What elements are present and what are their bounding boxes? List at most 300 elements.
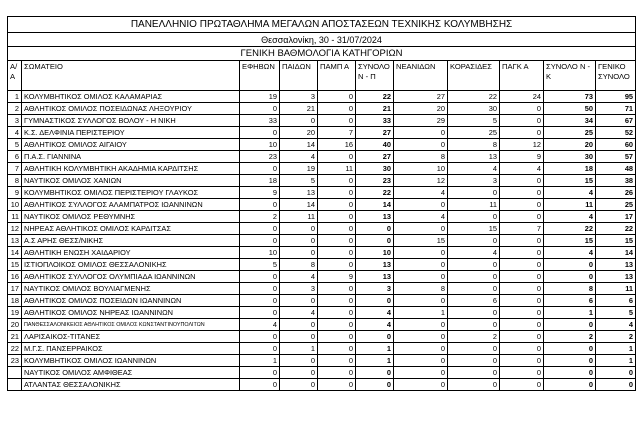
total-nk-cell: 4	[544, 247, 596, 259]
pagk-a-cell: 0	[500, 187, 544, 199]
pagk-a-cell: 7	[500, 223, 544, 235]
club-name-cell: ΚΟΛΥΜΒΗΤΙΚΟΣ ΟΜΙΛΟΣ ΠΕΡΙΣΤΕΡΙΟΥ ΓΛΑΥΚΟΣ	[22, 187, 240, 199]
total-nk-cell: 30	[544, 151, 596, 163]
neanidon-cell: 27	[394, 91, 448, 103]
standings-table	[7, 16, 636, 391]
neanidon-cell: 0	[394, 319, 448, 331]
total-np-cell: 27	[356, 151, 394, 163]
efivon-cell: 0	[240, 307, 280, 319]
total-np-cell: 0	[356, 223, 394, 235]
pamp-a-cell: 0	[318, 103, 356, 115]
total-np-cell: 40	[356, 139, 394, 151]
total-nk-cell: 25	[544, 127, 596, 139]
pamp-a-cell: 9	[318, 271, 356, 283]
neanidon-cell: 0	[394, 379, 448, 391]
paidon-cell: 14	[280, 139, 318, 151]
rank-cell: 7	[8, 163, 22, 175]
paidon-cell: 21	[280, 103, 318, 115]
total-np-cell: 33	[356, 115, 394, 127]
pamp-a-cell: 0	[318, 151, 356, 163]
neanidon-cell: 4	[394, 187, 448, 199]
neanidon-cell: 0	[394, 139, 448, 151]
neanidon-cell: 20	[394, 103, 448, 115]
rank-cell: 22	[8, 343, 22, 355]
pamp-a-cell: 0	[318, 187, 356, 199]
header-korasides: ΚΟΡΑΣΙΔΕΣ	[448, 61, 500, 91]
efivon-cell: 2	[240, 211, 280, 223]
pagk-a-cell: 0	[500, 331, 544, 343]
total-nk-cell: 0	[544, 379, 596, 391]
total-np-cell: 1	[356, 355, 394, 367]
grand-total-cell: 17	[596, 211, 636, 223]
pagk-a-cell: 0	[500, 115, 544, 127]
table-row	[8, 199, 636, 211]
total-np-cell: 13	[356, 259, 394, 271]
paidon-cell: 4	[280, 307, 318, 319]
pagk-a-cell: 0	[500, 127, 544, 139]
pamp-a-cell: 0	[318, 115, 356, 127]
pagk-a-cell: 0	[500, 307, 544, 319]
neanidon-cell: 8	[394, 151, 448, 163]
total-nk-cell: 50	[544, 103, 596, 115]
standings-sheet	[7, 16, 635, 391]
neanidon-cell: 0	[394, 127, 448, 139]
total-nk-cell: 22	[544, 223, 596, 235]
section-title: ΓΕΝΙΚΗ ΒΑΘΜΟΛΟΓΙΑ ΚΑΤΗΓΟΡΙΩΝ	[8, 47, 636, 61]
korasides-cell: 8	[448, 139, 500, 151]
club-name-cell: ΝΑΥΤΙΚΟΣ ΟΜΙΛΟΣ ΑΜΦΙΘΕΑΣ	[22, 367, 240, 379]
total-np-cell: 4	[356, 307, 394, 319]
korasides-cell: 0	[448, 259, 500, 271]
club-name-cell: Μ.Γ.Σ. ΠΑΝΣΕΡΡΑΙΚΟΣ	[22, 343, 240, 355]
pagk-a-cell: 0	[500, 103, 544, 115]
efivon-cell: 0	[240, 103, 280, 115]
pagk-a-cell: 0	[500, 175, 544, 187]
table-row	[8, 343, 636, 355]
korasides-cell: 25	[448, 127, 500, 139]
club-name-cell: ΓΥΜΝΑΣΤΙΚΟΣ ΣΥΛΛΟΓΟΣ ΒΟΛΟΥ - Η ΝΙΚΗ	[22, 115, 240, 127]
korasides-cell: 0	[448, 307, 500, 319]
paidon-cell: 0	[280, 319, 318, 331]
korasides-cell: 5	[448, 115, 500, 127]
total-np-cell: 0	[356, 331, 394, 343]
paidon-cell: 3	[280, 91, 318, 103]
efivon-cell: 0	[240, 199, 280, 211]
club-name-cell: Α.Σ ΑΡΗΣ ΘΕΣΣ/ΝΙΚΗΣ	[22, 235, 240, 247]
total-nk-cell: 34	[544, 115, 596, 127]
rank-cell: 1	[8, 91, 22, 103]
pamp-a-cell: 0	[318, 259, 356, 271]
pamp-a-cell: 0	[318, 379, 356, 391]
total-np-cell: 21	[356, 103, 394, 115]
pagk-a-cell: 0	[500, 319, 544, 331]
korasides-cell: 0	[448, 319, 500, 331]
club-name-cell: ΑΘΛΗΤΙΚΟΣ ΟΜΙΛΟΣ ΝΗΡΕΑΣ ΙΩΑΝΝΙΝΩΝ	[22, 307, 240, 319]
efivon-cell: 10	[240, 247, 280, 259]
table-row	[8, 271, 636, 283]
rank-cell: 3	[8, 115, 22, 127]
club-name-cell: Κ.Σ. ΔΕΛΦΙΝΙΑ ΠΕΡΙΣΤΕΡΙΟΥ	[22, 127, 240, 139]
header-total-np: ΣΥΝΟΛΟ Ν - Π	[356, 61, 394, 91]
paidon-cell: 1	[280, 343, 318, 355]
neanidon-cell: 1	[394, 307, 448, 319]
pagk-a-cell: 0	[500, 271, 544, 283]
club-name-cell: ΑΘΛΗΤΙΚΟΣ ΣΥΛΛΟΓΟΣ ΟΛΥΜΠΙΑΔΑ ΙΩΑΝΝΙΝΩΝ	[22, 271, 240, 283]
pagk-a-cell: 0	[500, 355, 544, 367]
table-row	[8, 235, 636, 247]
korasides-cell: 0	[448, 187, 500, 199]
total-nk-cell: 15	[544, 175, 596, 187]
pamp-a-cell: 0	[318, 211, 356, 223]
neanidon-cell: 15	[394, 235, 448, 247]
table-row	[8, 211, 636, 223]
pamp-a-cell: 0	[318, 223, 356, 235]
grand-total-cell: 57	[596, 151, 636, 163]
grand-total-cell: 6	[596, 295, 636, 307]
total-np-cell: 23	[356, 175, 394, 187]
header-pagk-a: ΠΑΓΚ Α	[500, 61, 544, 91]
pamp-a-cell: 0	[318, 355, 356, 367]
efivon-cell: 5	[240, 259, 280, 271]
table-row	[8, 223, 636, 235]
efivon-cell: 0	[240, 127, 280, 139]
neanidon-cell: 0	[394, 199, 448, 211]
club-name-cell: ΝΑΥΤΙΚΟΣ ΟΜΙΛΟΣ ΒΟΥΛΙΑΓΜΕΝΗΣ	[22, 283, 240, 295]
pamp-a-cell: 0	[318, 307, 356, 319]
table-row	[8, 295, 636, 307]
neanidon-cell: 0	[394, 343, 448, 355]
club-name-cell: ΑΘΛΗΤΙΚΟΣ ΟΜΙΛΟΣ ΠΟΣΕΙΔΩΝ ΙΩΑΝΝΙΝΩΝ	[22, 295, 240, 307]
grand-total-cell: 60	[596, 139, 636, 151]
header-neanidon: ΝΕΑΝΙΔΩΝ	[394, 61, 448, 91]
club-name-cell: ΑΘΛΗΤΙΚΗ ΚΟΛΥΜΒΗΤΙΚΗ ΑΚΑΔΗΜΙΑ ΚΑΡΔΙΤΣΗΣ	[22, 163, 240, 175]
grand-total-cell: 0	[596, 379, 636, 391]
paidon-cell: 19	[280, 163, 318, 175]
club-name-cell: ΚΟΛΥΜΒΗΤΙΚΟΣ ΟΜΙΛΟΣ ΙΩΑΝΝΙΝΩΝ	[22, 355, 240, 367]
total-np-cell: 1	[356, 343, 394, 355]
pamp-a-cell: 0	[318, 91, 356, 103]
total-np-cell: 0	[356, 235, 394, 247]
club-name-cell: ΑΘΛΗΤΙΚΟΣ ΣΥΛΛΟΓΟΣ ΑΛΑΜΠΑΤΡΟΣ ΙΩΑΝΝΙΝΩΝ	[22, 199, 240, 211]
pagk-a-cell: 0	[500, 283, 544, 295]
korasides-cell: 4	[448, 163, 500, 175]
rank-cell: 6	[8, 151, 22, 163]
efivon-cell: 0	[240, 283, 280, 295]
rank-cell: 2	[8, 103, 22, 115]
paidon-cell: 0	[280, 355, 318, 367]
pagk-a-cell: 0	[500, 379, 544, 391]
rank-cell: 20	[8, 319, 22, 331]
table-row	[8, 367, 636, 379]
table-row	[8, 115, 636, 127]
table-row	[8, 307, 636, 319]
grand-total-cell: 71	[596, 103, 636, 115]
table-row	[8, 139, 636, 151]
total-nk-cell: 1	[544, 307, 596, 319]
rank-cell	[8, 379, 22, 391]
club-name-cell: ΠΑΝΘΕΣΣΑΛΟΝΙΚΕΙΟΣ ΑΘΛΗΤΙΚΟΣ ΟΜΙΛΟΣ ΚΩΝΣΤΑΝΤΙΝΟΥΠΟΛΙΤΩΝ	[22, 319, 240, 331]
rank-cell: 12	[8, 223, 22, 235]
total-nk-cell: 2	[544, 331, 596, 343]
neanidon-cell: 0	[394, 367, 448, 379]
pamp-a-cell: 11	[318, 163, 356, 175]
total-nk-cell: 0	[544, 259, 596, 271]
pagk-a-cell: 0	[500, 259, 544, 271]
efivon-cell: 0	[240, 379, 280, 391]
korasides-cell: 0	[448, 271, 500, 283]
pagk-a-cell: 0	[500, 367, 544, 379]
pamp-a-cell: 0	[318, 319, 356, 331]
club-name-cell: ΑΘΛΗΤΙΚΗ ΕΝΩΣΗ ΧΑΙΔΑΡΙΟΥ	[22, 247, 240, 259]
efivon-cell: 19	[240, 91, 280, 103]
efivon-cell: 33	[240, 115, 280, 127]
total-nk-cell: 11	[544, 199, 596, 211]
club-name-cell: ΚΟΛΥΜΒΗΤΙΚΟΣ ΟΜΙΛΟΣ ΚΑΛΑΜΑΡΙΑΣ	[22, 91, 240, 103]
rank-cell: 18	[8, 295, 22, 307]
grand-total-cell: 38	[596, 175, 636, 187]
korasides-cell: 0	[448, 343, 500, 355]
pamp-a-cell: 0	[318, 199, 356, 211]
paidon-cell: 0	[280, 247, 318, 259]
table-row	[8, 151, 636, 163]
club-name-cell: ΝΗΡΕΑΣ ΑΘΛΗΤΙΚΟΣ ΟΜΙΛΟΣ ΚΑΡΔΙΤΣΑΣ	[22, 223, 240, 235]
efivon-cell: 0	[240, 235, 280, 247]
paidon-cell: 4	[280, 151, 318, 163]
pagk-a-cell: 24	[500, 91, 544, 103]
total-nk-cell: 4	[544, 211, 596, 223]
rank-cell: 10	[8, 199, 22, 211]
efivon-cell: 10	[240, 139, 280, 151]
korasides-cell: 0	[448, 367, 500, 379]
total-nk-cell: 8	[544, 283, 596, 295]
paidon-cell: 0	[280, 295, 318, 307]
total-np-cell: 14	[356, 199, 394, 211]
grand-total-cell: 13	[596, 259, 636, 271]
header-paidon: ΠΑΙΔΩΝ	[280, 61, 318, 91]
grand-total-cell: 1	[596, 355, 636, 367]
neanidon-cell: 8	[394, 283, 448, 295]
rank-cell: 23	[8, 355, 22, 367]
table-row	[8, 163, 636, 175]
grand-total-cell: 0	[596, 367, 636, 379]
efivon-cell: 0	[240, 331, 280, 343]
pamp-a-cell: 0	[318, 235, 356, 247]
efivon-cell: 0	[240, 271, 280, 283]
standings-body	[8, 17, 636, 391]
neanidon-cell: 4	[394, 211, 448, 223]
pamp-a-cell: 0	[318, 331, 356, 343]
total-np-cell: 13	[356, 271, 394, 283]
efivon-cell: 0	[240, 295, 280, 307]
header-rank: Α/Α	[8, 61, 22, 91]
grand-total-cell: 15	[596, 235, 636, 247]
paidon-cell: 0	[280, 115, 318, 127]
table-row	[8, 187, 636, 199]
pagk-a-cell: 0	[500, 235, 544, 247]
korasides-cell: 0	[448, 355, 500, 367]
pagk-a-cell: 12	[500, 139, 544, 151]
table-row	[8, 283, 636, 295]
paidon-cell: 11	[280, 211, 318, 223]
rank-cell: 19	[8, 307, 22, 319]
grand-total-cell: 4	[596, 319, 636, 331]
grand-total-cell: 48	[596, 163, 636, 175]
pagk-a-cell: 9	[500, 151, 544, 163]
rank-cell: 16	[8, 271, 22, 283]
total-np-cell: 13	[356, 211, 394, 223]
pamp-a-cell: 0	[318, 175, 356, 187]
total-nk-cell: 0	[544, 343, 596, 355]
club-name-cell: ΑΘΛΗΤΙΚΟΣ ΟΜΙΛΟΣ ΠΟΣΕΙΔΩΝΑΣ ΛΗΞΟΥΡΙΟΥ	[22, 103, 240, 115]
club-name-cell: ΑΘΛΗΤΙΚΟΣ ΟΜΙΛΟΣ ΑΙΓΑΙΟΥ	[22, 139, 240, 151]
total-np-cell: 3	[356, 283, 394, 295]
club-name-cell: ΝΑΥΤΙΚΟΣ ΟΜΙΛΟΣ ΡΕΘΥΜΝΗΣ	[22, 211, 240, 223]
total-np-cell: 22	[356, 91, 394, 103]
header-grand-total: ΓΕΝΙΚΟ ΣΥΝΟΛΟ	[596, 61, 636, 91]
paidon-cell: 0	[280, 331, 318, 343]
neanidon-cell: 0	[394, 295, 448, 307]
efivon-cell: 4	[240, 319, 280, 331]
rank-cell: 4	[8, 127, 22, 139]
total-np-cell: 22	[356, 187, 394, 199]
club-name-cell: ΝΑΥΤΙΚΟΣ ΟΜΙΛΟΣ ΧΑΝΙΩΝ	[22, 175, 240, 187]
korasides-cell: 13	[448, 151, 500, 163]
neanidon-cell: 0	[394, 259, 448, 271]
paidon-cell: 0	[280, 367, 318, 379]
header-total-nk: ΣΥΝΟΛΟ Ν - Κ	[544, 61, 596, 91]
total-nk-cell: 0	[544, 367, 596, 379]
paidon-cell: 0	[280, 235, 318, 247]
korasides-cell: 15	[448, 223, 500, 235]
paidon-cell: 13	[280, 187, 318, 199]
header-pamp-a: ΠΑΜΠ Α	[318, 61, 356, 91]
efivon-cell: 0	[240, 223, 280, 235]
korasides-cell: 4	[448, 247, 500, 259]
rank-cell: 17	[8, 283, 22, 295]
total-nk-cell: 6	[544, 295, 596, 307]
efivon-cell: 0	[240, 343, 280, 355]
paidon-cell: 0	[280, 223, 318, 235]
paidon-cell: 0	[280, 379, 318, 391]
total-nk-cell: 15	[544, 235, 596, 247]
korasides-cell: 0	[448, 379, 500, 391]
total-np-cell: 0	[356, 379, 394, 391]
header-club: ΣΩΜΑΤΕΙΟ	[22, 61, 240, 91]
pamp-a-cell: 0	[318, 343, 356, 355]
total-np-cell: 0	[356, 295, 394, 307]
korasides-cell: 6	[448, 295, 500, 307]
pagk-a-cell: 0	[500, 295, 544, 307]
paidon-cell: 4	[280, 271, 318, 283]
grand-total-cell: 95	[596, 91, 636, 103]
grand-total-cell: 67	[596, 115, 636, 127]
document-title: ΠΑΝΕΛΛΗΝΙΟ ΠΡΩΤΑΘΛΗΜΑ ΜΕΓΑΛΩΝ ΑΠΟΣΤΑΣΕΩΝ ΤΕΧΝΙΚΗΣ ΚΟΛΥΜΒΗΣΗΣ	[8, 17, 636, 33]
grand-total-cell: 13	[596, 271, 636, 283]
header-efivon: ΕΦΗΒΩΝ	[240, 61, 280, 91]
rank-cell: 13	[8, 235, 22, 247]
total-nk-cell: 73	[544, 91, 596, 103]
neanidon-cell: 12	[394, 175, 448, 187]
table-row	[8, 259, 636, 271]
grand-total-cell: 11	[596, 283, 636, 295]
pamp-a-cell: 7	[318, 127, 356, 139]
rank-cell: 11	[8, 211, 22, 223]
korasides-cell: 30	[448, 103, 500, 115]
total-nk-cell: 0	[544, 271, 596, 283]
total-np-cell: 27	[356, 127, 394, 139]
neanidon-cell: 0	[394, 355, 448, 367]
korasides-cell: 2	[448, 331, 500, 343]
rank-cell: 14	[8, 247, 22, 259]
table-row	[8, 103, 636, 115]
neanidon-cell: 0	[394, 331, 448, 343]
pamp-a-cell: 0	[318, 295, 356, 307]
grand-total-cell: 25	[596, 199, 636, 211]
grand-total-cell: 52	[596, 127, 636, 139]
pagk-a-cell: 0	[500, 199, 544, 211]
table-row	[8, 379, 636, 391]
table-row	[8, 91, 636, 103]
pagk-a-cell: 0	[500, 247, 544, 259]
club-name-cell: ΙΣΤΙΟΠΛΟΙΚΟΣ ΟΜΙΛΟΣ ΘΕΣΣΑΛΟΝΙΚΗΣ	[22, 259, 240, 271]
total-nk-cell: 18	[544, 163, 596, 175]
paidon-cell: 8	[280, 259, 318, 271]
grand-total-cell: 2	[596, 331, 636, 343]
total-np-cell: 0	[356, 367, 394, 379]
pamp-a-cell: 0	[318, 247, 356, 259]
total-nk-cell: 0	[544, 319, 596, 331]
pagk-a-cell: 4	[500, 163, 544, 175]
grand-total-cell: 22	[596, 223, 636, 235]
rank-cell: 9	[8, 187, 22, 199]
neanidon-cell: 0	[394, 223, 448, 235]
korasides-cell: 0	[448, 283, 500, 295]
rank-cell: 15	[8, 259, 22, 271]
pagk-a-cell: 0	[500, 343, 544, 355]
grand-total-cell: 5	[596, 307, 636, 319]
neanidon-cell: 0	[394, 271, 448, 283]
header-row	[8, 61, 636, 91]
paidon-cell: 3	[280, 283, 318, 295]
total-np-cell: 10	[356, 247, 394, 259]
club-name-cell: Π.Α.Σ. ΓΙΑΝΝΙΝΑ	[22, 151, 240, 163]
korasides-cell: 0	[448, 211, 500, 223]
event-date-location: Θεσσαλονίκη, 30 - 31/07/2024	[8, 33, 636, 47]
table-row	[8, 127, 636, 139]
korasides-cell: 0	[448, 235, 500, 247]
pamp-a-cell: 16	[318, 139, 356, 151]
total-nk-cell: 4	[544, 187, 596, 199]
efivon-cell: 9	[240, 187, 280, 199]
efivon-cell: 18	[240, 175, 280, 187]
rank-cell: 21	[8, 331, 22, 343]
grand-total-cell: 14	[596, 247, 636, 259]
paidon-cell: 20	[280, 127, 318, 139]
total-nk-cell: 20	[544, 139, 596, 151]
neanidon-cell: 10	[394, 163, 448, 175]
paidon-cell: 5	[280, 175, 318, 187]
efivon-cell: 0	[240, 163, 280, 175]
korasides-cell: 3	[448, 175, 500, 187]
club-name-cell: ΛΑΡΙΣΑΙΚΟΣ-ΤΙΤΑΝΕΣ	[22, 331, 240, 343]
rank-cell	[8, 367, 22, 379]
pamp-a-cell: 0	[318, 283, 356, 295]
table-row	[8, 319, 636, 331]
efivon-cell: 23	[240, 151, 280, 163]
rank-cell: 8	[8, 175, 22, 187]
pagk-a-cell: 0	[500, 211, 544, 223]
total-np-cell: 4	[356, 319, 394, 331]
